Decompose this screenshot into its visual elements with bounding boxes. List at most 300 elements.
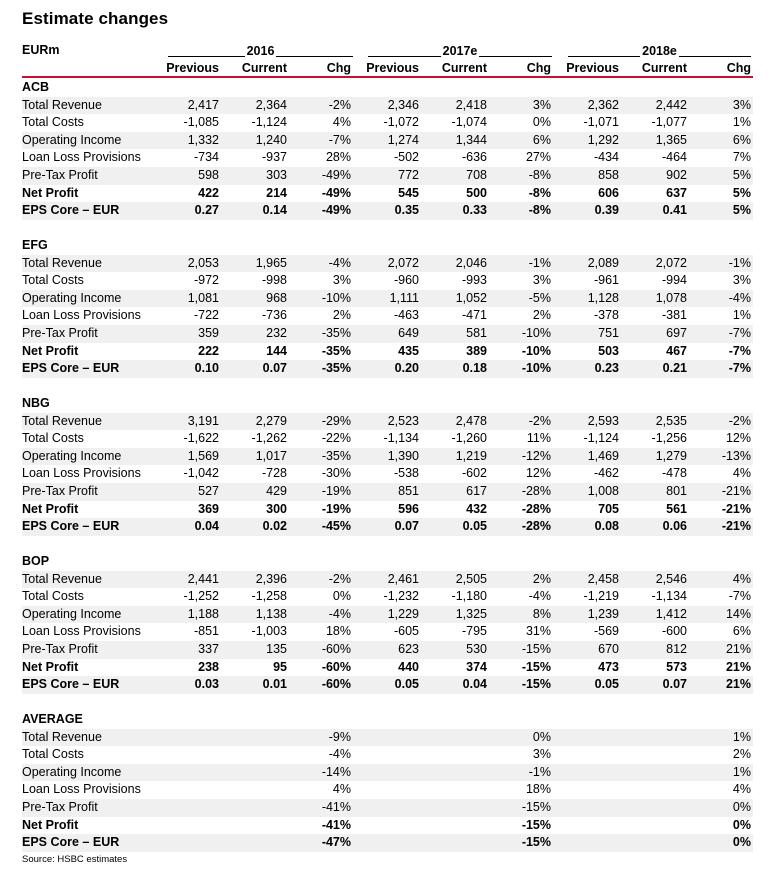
table-cell xyxy=(223,764,287,782)
row-label: Pre-Tax Profit xyxy=(22,168,98,182)
table-cell: -728 xyxy=(261,466,287,481)
table-cell: 6% xyxy=(732,132,751,147)
table-cell: 1,017 xyxy=(255,448,287,463)
table-cell: 435 xyxy=(398,343,419,358)
table-cell: -8% xyxy=(528,168,551,182)
table-cell: 968 xyxy=(266,290,287,305)
table-cell: 0.05 xyxy=(394,677,419,692)
table-cell: 3% xyxy=(732,97,751,112)
row-label: Total Revenue xyxy=(22,413,102,428)
table-cell: -722 xyxy=(193,308,219,323)
year-header xyxy=(368,43,552,59)
table-cell: 432 xyxy=(466,501,487,516)
table-cell: 2,535 xyxy=(655,413,687,428)
table-cell: -1,124 xyxy=(583,431,619,446)
table-cell: 422 xyxy=(198,185,219,200)
table-row xyxy=(22,290,753,308)
table-cell: -1,622 xyxy=(183,431,219,446)
table-cell: -2% xyxy=(328,97,351,112)
row-label: Pre-Tax Profit xyxy=(22,642,98,656)
table-cell: 2,593 xyxy=(587,413,619,428)
table-cell: 598 xyxy=(198,168,219,182)
table-row xyxy=(22,272,753,290)
table-cell: 473 xyxy=(598,659,619,674)
table-cell: -7% xyxy=(728,361,751,376)
table-cell: 0.41 xyxy=(662,203,687,218)
source-note: Source: HSBC estimates xyxy=(22,854,128,865)
section-name: NBG xyxy=(22,396,50,410)
table-row xyxy=(22,343,753,361)
table-cell: 1,274 xyxy=(387,132,419,147)
table-cell: 2% xyxy=(332,308,351,323)
table-cell: 2,346 xyxy=(387,97,419,112)
table-cell: 4% xyxy=(332,782,351,797)
table-row xyxy=(22,606,753,624)
table-cell: 623 xyxy=(398,642,419,656)
table-cell: 429 xyxy=(266,484,287,498)
table-row xyxy=(22,97,753,115)
table-cell: 0% xyxy=(732,817,751,832)
table-cell: -4% xyxy=(328,255,351,270)
table-cell: 2,442 xyxy=(655,97,687,112)
table-cell xyxy=(423,817,487,835)
table-cell xyxy=(223,746,287,764)
table-cell: -1,232 xyxy=(383,589,419,604)
table-cell: 1,078 xyxy=(655,290,687,305)
table-cell: 222 xyxy=(198,343,219,358)
table-row xyxy=(22,781,753,799)
table-cell: 705 xyxy=(598,501,619,516)
table-cell: 1,188 xyxy=(187,606,219,621)
year-rule xyxy=(168,56,245,57)
table-cell: 527 xyxy=(198,484,219,498)
table-cell: 2,505 xyxy=(455,571,487,586)
row-label: Net Profit xyxy=(22,185,79,200)
year-rule xyxy=(368,56,441,57)
table-cell xyxy=(355,781,419,799)
row-label: Operating Income xyxy=(22,764,122,779)
table-cell: 14% xyxy=(725,606,751,621)
table-cell: 4% xyxy=(732,466,751,481)
table-cell: -1,262 xyxy=(251,431,287,446)
table-cell: 851 xyxy=(398,484,419,498)
table-cell: -7% xyxy=(728,326,751,340)
table-cell: 3% xyxy=(532,747,551,762)
table-row xyxy=(22,465,753,483)
table-cell: -1% xyxy=(728,255,751,270)
table-cell: 389 xyxy=(466,343,487,358)
table-cell: -1% xyxy=(528,764,551,779)
table-row xyxy=(22,149,753,167)
row-label: EPS Core – EUR xyxy=(22,835,120,850)
section-name: AVERAGE xyxy=(22,712,83,726)
table-cell: 0.05 xyxy=(462,519,487,534)
table-cell: -434 xyxy=(593,150,619,165)
table-cell: 670 xyxy=(598,642,619,656)
row-label: Loan Loss Provisions xyxy=(22,624,141,639)
table-cell: -1,003 xyxy=(251,624,287,639)
table-cell: 0.08 xyxy=(594,519,619,534)
table-cell xyxy=(423,781,487,799)
table-cell: 1,325 xyxy=(455,606,487,621)
row-label: Operating Income xyxy=(22,606,122,621)
table-cell: 27% xyxy=(525,150,551,165)
table-cell: 300 xyxy=(266,501,287,516)
table-cell: 6% xyxy=(732,624,751,639)
table-cell: -972 xyxy=(193,273,219,288)
table-cell: 0.01 xyxy=(262,677,287,692)
row-label: Pre-Tax Profit xyxy=(22,484,98,498)
table-cell: -4% xyxy=(528,589,551,604)
table-cell: 2,478 xyxy=(455,413,487,428)
table-row xyxy=(22,676,753,694)
table-cell xyxy=(355,799,419,817)
row-label: Total Revenue xyxy=(22,97,102,112)
table-cell: 503 xyxy=(598,343,619,358)
table-cell: 5% xyxy=(732,185,751,200)
table-cell: -600 xyxy=(661,624,687,639)
table-cell: 1,052 xyxy=(455,290,487,305)
table-cell: 2,458 xyxy=(587,571,619,586)
year-header xyxy=(568,43,751,59)
column-header: Current xyxy=(441,61,487,75)
table-cell xyxy=(355,729,419,747)
table-cell: 18% xyxy=(325,624,351,639)
table-cell: -41% xyxy=(321,800,351,814)
table-cell: -2% xyxy=(528,413,551,428)
year-label: 2017e xyxy=(442,44,478,58)
table-cell: 0.07 xyxy=(662,677,687,692)
table-cell: 303 xyxy=(266,168,287,182)
table-cell: 1,229 xyxy=(387,606,419,621)
table-cell: 3% xyxy=(532,273,551,288)
table-cell: 0.05 xyxy=(594,677,619,692)
table-cell: -993 xyxy=(461,273,487,288)
table-cell: 0.39 xyxy=(594,203,619,218)
year-rule xyxy=(568,56,640,57)
row-label: Total Costs xyxy=(22,431,84,446)
table-cell: -464 xyxy=(661,150,687,165)
table-cell: 21% xyxy=(725,659,751,674)
table-cell xyxy=(623,781,687,799)
row-label: Total Revenue xyxy=(22,729,102,744)
table-cell: 4% xyxy=(732,782,751,797)
table-cell: 6% xyxy=(532,132,551,147)
table-row xyxy=(22,202,753,220)
table-row xyxy=(22,623,753,641)
table-cell: -471 xyxy=(461,308,487,323)
table-cell xyxy=(223,781,287,799)
table-cell: 2% xyxy=(732,747,751,762)
table-cell: -29% xyxy=(321,413,351,428)
table-cell: 135 xyxy=(266,642,287,656)
table-cell: -851 xyxy=(193,624,219,639)
table-cell: 617 xyxy=(466,484,487,498)
table-cell: -28% xyxy=(521,519,551,534)
table-cell: 0.18 xyxy=(462,361,487,376)
table-cell: 708 xyxy=(466,168,487,182)
table-cell: -35% xyxy=(321,326,351,340)
table-cell: 214 xyxy=(266,185,287,200)
table-cell xyxy=(155,799,219,817)
table-cell xyxy=(555,729,619,747)
table-cell: 0.23 xyxy=(594,361,619,376)
table-cell: 2,461 xyxy=(387,571,419,586)
table-cell: 1,469 xyxy=(587,448,619,463)
column-header: Previous xyxy=(166,61,219,75)
table-cell: -7% xyxy=(728,589,751,604)
table-cell: 0% xyxy=(732,800,751,814)
table-cell: 772 xyxy=(398,168,419,182)
table-cell: 545 xyxy=(398,185,419,200)
table-cell: -961 xyxy=(593,273,619,288)
table-cell: 1% xyxy=(732,115,751,130)
table-cell: 0.07 xyxy=(394,519,419,534)
table-cell: 697 xyxy=(666,326,687,340)
table-cell: -4% xyxy=(328,606,351,621)
table-cell: 0.04 xyxy=(462,677,487,692)
table-cell: 28% xyxy=(325,150,351,165)
table-cell: 751 xyxy=(598,326,619,340)
table-cell: 21% xyxy=(725,642,751,656)
table-cell: 0.03 xyxy=(194,677,219,692)
table-cell xyxy=(423,764,487,782)
table-cell: 0.04 xyxy=(194,519,219,534)
table-cell: 144 xyxy=(266,343,287,358)
table-cell: -736 xyxy=(261,308,287,323)
table-cell: 1,240 xyxy=(255,132,287,147)
table-cell: -1,134 xyxy=(383,431,419,446)
column-header: Current xyxy=(241,61,287,75)
table-cell: 2,046 xyxy=(455,255,487,270)
table-cell: 0.20 xyxy=(394,361,419,376)
table-cell: -15% xyxy=(521,659,551,674)
table-cell: 596 xyxy=(398,501,419,516)
table-cell xyxy=(423,834,487,852)
table-cell: -14% xyxy=(321,764,351,779)
row-label: Total Costs xyxy=(22,273,84,288)
table-cell: 2,279 xyxy=(255,413,287,428)
table-cell: 1,344 xyxy=(455,132,487,147)
row-label: Total Revenue xyxy=(22,571,102,586)
table-cell: 0% xyxy=(532,729,551,744)
row-label: EPS Core – EUR xyxy=(22,519,120,534)
table-cell: -5% xyxy=(528,290,551,305)
table-cell: 8% xyxy=(532,606,551,621)
table-cell: 3% xyxy=(732,273,751,288)
table-cell: 2,362 xyxy=(587,97,619,112)
year-rule xyxy=(479,56,552,57)
table-cell: 0.33 xyxy=(462,203,487,218)
column-header: Current xyxy=(641,61,687,75)
table-cell: -15% xyxy=(521,677,551,692)
table-cell: 0.07 xyxy=(262,361,287,376)
table-cell: -1,219 xyxy=(583,589,619,604)
table-cell xyxy=(155,817,219,835)
table-cell xyxy=(555,781,619,799)
table-row xyxy=(22,132,753,150)
table-cell: -1,134 xyxy=(651,589,687,604)
table-cell: 0.21 xyxy=(662,361,687,376)
table-cell: 1,128 xyxy=(587,290,619,305)
row-label: Operating Income xyxy=(22,132,122,147)
row-label: Pre-Tax Profit xyxy=(22,326,98,340)
column-header: Previous xyxy=(366,61,419,75)
table-cell xyxy=(623,834,687,852)
column-header: Chg xyxy=(526,61,551,75)
row-label: Net Profit xyxy=(22,659,79,674)
table-cell: 2,546 xyxy=(655,571,687,586)
table-title: Estimate changes xyxy=(22,9,169,28)
column-header: Chg xyxy=(326,61,351,75)
table-cell: 369 xyxy=(198,501,219,516)
table-row xyxy=(22,746,753,764)
row-label: Loan Loss Provisions xyxy=(22,150,141,165)
section-header xyxy=(22,395,753,413)
table-cell: 0% xyxy=(732,835,751,850)
table-cell: 95 xyxy=(273,659,287,674)
table-cell: 0.02 xyxy=(262,519,287,534)
table-cell: -1,074 xyxy=(451,115,487,130)
table-cell: 1,081 xyxy=(187,290,219,305)
table-cell: 0.27 xyxy=(194,203,219,218)
table-row xyxy=(22,518,753,536)
table-cell: -381 xyxy=(661,308,687,323)
table-cell xyxy=(623,817,687,835)
row-label: Total Revenue xyxy=(22,255,102,270)
table-cell: 21% xyxy=(725,677,751,692)
table-cell: 3,191 xyxy=(187,413,219,428)
table-cell: 467 xyxy=(666,343,687,358)
table-row xyxy=(22,114,753,132)
table-cell: -734 xyxy=(193,150,219,165)
table-cell: 12% xyxy=(725,431,751,446)
table-cell: -960 xyxy=(393,273,419,288)
section-header xyxy=(22,553,753,571)
table-cell: 1% xyxy=(732,764,751,779)
table-row xyxy=(22,307,753,325)
table-row xyxy=(22,167,753,185)
table-cell: 2% xyxy=(532,571,551,586)
table-cell: 1,138 xyxy=(255,606,287,621)
table-row xyxy=(22,430,753,448)
section-name: EFG xyxy=(22,238,48,252)
table-cell: -28% xyxy=(521,501,551,516)
table-cell xyxy=(355,834,419,852)
table-cell: 0% xyxy=(532,115,551,130)
row-label: Total Costs xyxy=(22,115,84,130)
table-cell: 858 xyxy=(598,168,619,182)
table-cell: 1,279 xyxy=(655,448,687,463)
row-label: Net Profit xyxy=(22,817,79,832)
table-cell: 0% xyxy=(332,589,351,604)
table-cell: 1,390 xyxy=(387,448,419,463)
table-cell: 1,111 xyxy=(389,290,419,305)
table-cell xyxy=(555,799,619,817)
table-cell: -10% xyxy=(521,326,551,340)
table-cell: -60% xyxy=(321,659,351,674)
table-cell xyxy=(223,817,287,835)
table-cell: 0.10 xyxy=(194,361,219,376)
table-cell xyxy=(423,729,487,747)
table-cell: -21% xyxy=(721,484,751,498)
table-cell: 1,292 xyxy=(587,132,619,147)
table-cell xyxy=(555,764,619,782)
table-cell: -30% xyxy=(321,466,351,481)
table-row xyxy=(22,571,753,589)
table-cell: -937 xyxy=(261,150,287,165)
table-cell: -1,072 xyxy=(383,115,419,130)
table-cell: -569 xyxy=(593,624,619,639)
table-row xyxy=(22,834,753,852)
row-label: Loan Loss Provisions xyxy=(22,466,141,481)
table-cell: -10% xyxy=(521,343,551,358)
table-cell: -15% xyxy=(521,800,551,814)
table-cell: -378 xyxy=(593,308,619,323)
table-row xyxy=(22,659,753,677)
section-header xyxy=(22,237,753,255)
row-label: EPS Core – EUR xyxy=(22,361,120,376)
table-cell: -49% xyxy=(321,168,351,182)
row-label: Net Profit xyxy=(22,343,79,358)
table-cell xyxy=(555,817,619,835)
table-cell xyxy=(155,746,219,764)
table-cell xyxy=(555,746,619,764)
table-cell: 2,053 xyxy=(187,255,219,270)
table-cell: 12% xyxy=(525,466,551,481)
table-cell: 31% xyxy=(525,624,551,639)
table-cell: -478 xyxy=(661,466,687,481)
table-row xyxy=(22,729,753,747)
table-cell xyxy=(155,834,219,852)
table-cell: -605 xyxy=(393,624,419,639)
table-cell: 232 xyxy=(266,326,287,340)
table-cell: -1% xyxy=(528,255,551,270)
column-header: Previous xyxy=(566,61,619,75)
table-cell: 1% xyxy=(732,308,751,323)
table-cell: 812 xyxy=(666,642,687,656)
table-cell: 3% xyxy=(332,273,351,288)
table-cell: 1,412 xyxy=(655,606,687,621)
table-row xyxy=(22,501,753,519)
table-cell xyxy=(623,799,687,817)
row-label: Total Costs xyxy=(22,589,84,604)
table-cell: 902 xyxy=(666,168,687,182)
table-cell: 1,008 xyxy=(587,484,619,498)
table-row xyxy=(22,325,753,343)
table-cell: 573 xyxy=(666,659,687,674)
table-cell: 4% xyxy=(332,115,351,130)
table-cell: -1,256 xyxy=(651,431,687,446)
table-cell: 1,332 xyxy=(187,132,219,147)
section-header xyxy=(22,79,753,97)
table-cell: 1,569 xyxy=(187,448,219,463)
table-cell: -15% xyxy=(521,817,551,832)
table-cell: 581 xyxy=(466,326,487,340)
table-cell: -10% xyxy=(321,290,351,305)
table-cell: 0.35 xyxy=(394,203,419,218)
table-cell: -602 xyxy=(461,466,487,481)
table-row xyxy=(22,255,753,273)
row-label: EPS Core – EUR xyxy=(22,203,120,218)
year-label: 2016 xyxy=(246,44,275,58)
table-cell: -8% xyxy=(528,185,551,200)
table-cell: 0.14 xyxy=(262,203,287,218)
table-cell: -538 xyxy=(393,466,419,481)
table-cell: -28% xyxy=(521,484,551,498)
table-cell: 500 xyxy=(466,185,487,200)
table-cell: 374 xyxy=(466,659,487,674)
